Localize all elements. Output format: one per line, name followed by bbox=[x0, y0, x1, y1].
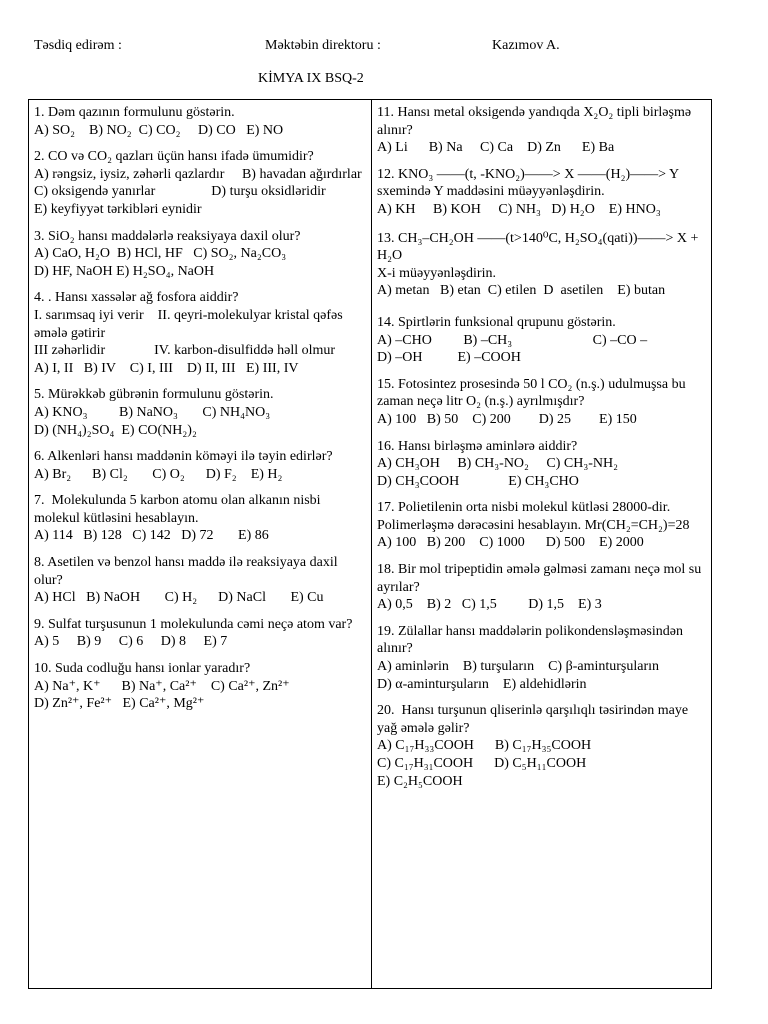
question-text: 12. KNO₃ ——(t, -KNO₂)——> X ——(H₂)——> Y sxemində Y maddəsini müəyyənləşdirin. bbox=[377, 166, 683, 200]
answer-line: A) aminlərin B) turşuların C) β-aminturşuların bbox=[377, 659, 660, 675]
question-item bbox=[377, 376, 709, 429]
question-item bbox=[34, 448, 367, 483]
question-text: 16. Hansı birləşmə aminlərə aiddir? bbox=[377, 438, 578, 454]
answer-line: A) CH₃OH B) CH₃-NO₂ C) CH₃-NH₂ bbox=[377, 456, 619, 472]
question-text: 2. CO və CO₂ qazları üçün hansı ifadə ümumidir? bbox=[34, 149, 314, 165]
answer-line: A) 100 B) 50 C) 200 D) 25 E) 150 bbox=[377, 411, 637, 427]
answer-line: D) CH₃COOH E) CH₃CHO bbox=[377, 473, 579, 489]
answer-line: A) Br₂ B) Cl₂ C) O₂ D) F₂ E) H₂ bbox=[34, 466, 283, 482]
answer-line: A) –CHO B) –CH₃ C) –CO – bbox=[377, 332, 648, 348]
answer-line: A) Li B) Na C) Ca D) Zn E) Ba bbox=[377, 140, 615, 156]
column-divider bbox=[371, 100, 372, 988]
director-label: Məktəbin direktoru : bbox=[265, 38, 381, 53]
question-item bbox=[377, 499, 709, 552]
answer-line: III zəhərlidir IV. karbon-disulfiddə həll olmur bbox=[34, 343, 336, 359]
question-item bbox=[34, 386, 367, 439]
answer-line: I. sarımsaq iyi verir II. qeyri-molekulyar kristal qəfəs əmələ gətirir bbox=[34, 307, 347, 341]
question-item bbox=[377, 166, 709, 219]
answer-line: E) C₂H₅COOH bbox=[377, 773, 463, 789]
answer-line: A) 0,5 B) 2 C) 1,5 D) 1,5 E) 3 bbox=[377, 597, 602, 613]
answer-line: A) 5 B) 9 C) 6 D) 8 E) 7 bbox=[34, 634, 228, 650]
answer-line: A) KH B) KOH C) NH₃ D) H₂O E) HNO₃ bbox=[377, 201, 661, 217]
question-item bbox=[377, 623, 709, 693]
answer-line: A) Na⁺, K⁺ B) Na⁺, Ca²⁺ C) Ca²⁺, Zn²⁺ bbox=[34, 678, 290, 694]
answer-line: A) SO₂ B) NO₂ C) CO₂ D) CO E) NO bbox=[34, 122, 284, 138]
answer-line: D) (NH₄)₂SO₄ E) CO(NH₂)₂ bbox=[34, 422, 197, 438]
director-name: Kazımov A. bbox=[492, 38, 560, 53]
answer-line: E) keyfiyyət tərkibləri eynidir bbox=[34, 201, 202, 217]
question-text: 10. Suda codluğu hansı ionlar yaradır? bbox=[34, 661, 251, 677]
question-item bbox=[377, 702, 709, 790]
question-text: 11. Hansı metal oksigendə yandıqda X₂O₂ tipli birləşmə alınır? bbox=[377, 105, 695, 138]
answer-line: A) I, II B) IV C) I, III D) II, III E) III, IV bbox=[34, 360, 299, 376]
answer-line: C) C₁₇H₃₁COOH D) C₅H₁₁COOH bbox=[377, 756, 587, 771]
answer-line: X-i müəyyənləşdirin. bbox=[377, 265, 496, 281]
question-text: 19. Zülallar hansı maddələrin polikondensləşməsindən alınır? bbox=[377, 623, 687, 657]
left-question-column bbox=[34, 104, 367, 713]
answer-line: A) 114 B) 128 C) 142 D) 72 E) 86 bbox=[34, 528, 269, 544]
question-text: 15. Fotosintez prosesində 50 l CO₂ (n.ş.) udulmuşsa bu zaman neçə litr O₂ (n.ş.) ayrılmışdır? bbox=[377, 376, 690, 410]
question-text: 6. Alkenləri hansı maddənin köməyi ilə təyin edirlər? bbox=[34, 449, 333, 465]
question-item bbox=[377, 104, 709, 157]
question-text: 9. Sulfat turşusunun 1 molekulunda cəmi neçə atom var? bbox=[34, 616, 353, 632]
question-text: 7. Molekulunda 5 karbon atomu olan alkanın nisbi molekul kütləsini hesablayın. bbox=[34, 493, 325, 526]
question-item bbox=[377, 230, 709, 300]
page-title: KİMYA IX BSQ-2 bbox=[258, 71, 364, 86]
question-text: 20. Hansı turşunun qliserinlə qarşılıqlı təsirindən maye yağ əmələ gəlir? bbox=[377, 703, 692, 736]
answer-line: A) KNO₃ B) NaNO₃ C) NH₄NO₃ bbox=[34, 404, 271, 420]
question-text: 18. Bir mol tripeptidin əmələ gəlməsi zamanı neçə mol su ayrılar? bbox=[377, 562, 705, 595]
question-text: 5. Mürəkkəb gübrənin formulunu göstərin. bbox=[34, 387, 274, 403]
answer-line: D) –OH E) –COOH bbox=[377, 350, 521, 366]
answer-line: C) oksigendə yanırlar D) turşu oksidləridir bbox=[34, 184, 326, 200]
answer-line: D) HF, NaOH E) H₂SO₄, NaOH bbox=[34, 263, 215, 279]
questions-table bbox=[28, 99, 712, 989]
question-item bbox=[377, 561, 709, 614]
question-text: 3. SiO₂ hansı maddələrlə reaksiyaya daxil olur? bbox=[34, 228, 301, 244]
question-text: 13. CH₃–CH₂OH ——(t>140⁰C, H₂SO₄(qati))——> X + H₂O bbox=[377, 230, 702, 264]
question-text: 8. Asetilen və benzol hansı maddə ilə reaksiyaya daxil olur? bbox=[34, 555, 342, 588]
question-text: 17. Polietilenin orta nisbi molekul kütləsi 28000-dir. Polimerləşmə dərəcəsini hesablayın. Mr(CH₂=CH₂)=28 bbox=[377, 500, 690, 533]
question-item bbox=[377, 314, 709, 367]
question-item bbox=[34, 148, 367, 218]
answer-line: A) 100 B) 200 C) 1000 D) 500 E) 2000 bbox=[377, 535, 644, 551]
question-text: 1. Dəm qazının formulunu göstərin. bbox=[34, 105, 235, 120]
question-item bbox=[34, 289, 367, 377]
answer-line: A) metan B) etan C) etilen D asetilen E) butan bbox=[377, 283, 666, 299]
answer-line: A) HCl B) NaOH C) H₂ D) NaCl E) Cu bbox=[34, 590, 324, 606]
answer-line: D) Zn²⁺, Fe²⁺ E) Ca²⁺, Mg²⁺ bbox=[34, 696, 205, 712]
answer-line: A) C₁₇H₃₃COOH B) C₁₇H₃₅COOH bbox=[377, 738, 592, 754]
question-item bbox=[34, 228, 367, 281]
approval-label: Təsdiq edirəm : bbox=[34, 38, 122, 53]
answer-line: D) α-aminturşuların E) aldehidlərin bbox=[377, 676, 587, 692]
question-item bbox=[377, 438, 709, 491]
question-text: 14. Spirtlərin funksional qrupunu göstərin. bbox=[377, 314, 616, 330]
right-question-column bbox=[377, 104, 709, 790]
answer-line: A) rəngsiz, iysiz, zəhərli qazlardır B) havadan ağırdırlar bbox=[34, 166, 362, 182]
question-item bbox=[34, 104, 367, 139]
answer-line: A) CaO, H₂O B) HCl, HF C) SO₂, Na₂CO₃ bbox=[34, 246, 287, 262]
question-text: 4. . Hansı xassələr ağ fosfora aiddir? bbox=[34, 290, 239, 306]
question-item bbox=[34, 554, 367, 607]
question-item bbox=[34, 492, 367, 545]
question-item bbox=[34, 616, 367, 651]
question-item bbox=[34, 660, 367, 713]
